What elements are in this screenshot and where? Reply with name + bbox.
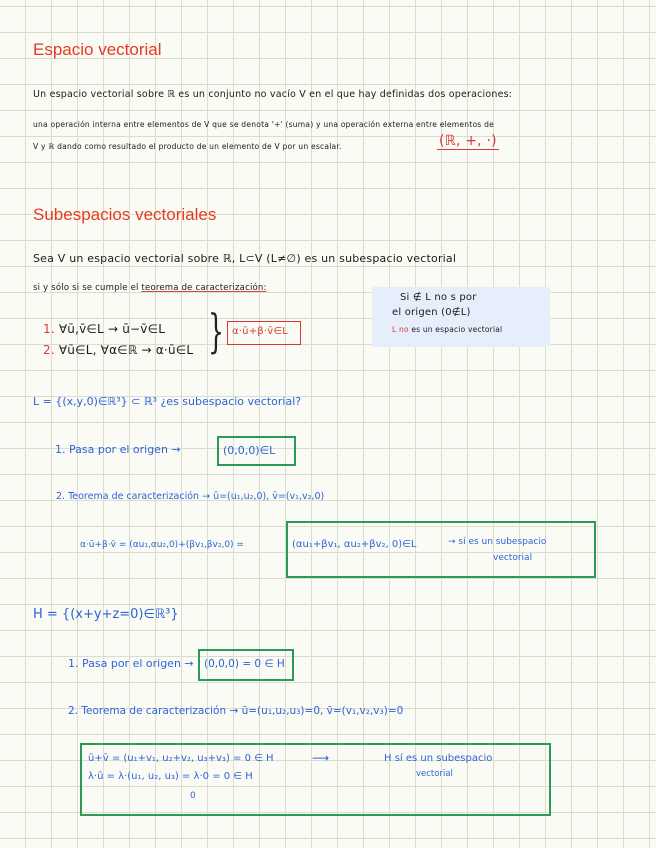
H-conclusion-arrow: ⟶ (312, 751, 330, 765)
H-conclusion-b: vectorial (416, 769, 453, 779)
L-step-2: 2. Teorema de caracterización → ū=(u₁,u₂,0), v̄=(v₁,v₂,0) (56, 491, 325, 502)
cond2-text: ∀ū∈L, ∀α∈ℝ → α·ū∈L (58, 343, 194, 357)
cond2-number: 2. (43, 343, 55, 357)
definition-line-2: una operación interna entre elementos de V que se denota '+' (suma) y una operación externa entre elementos de (33, 120, 494, 129)
H-calc-2: λ·ū = λ·(u₁, u₂, u₃) = λ·0 = 0 ∈ H (88, 771, 253, 782)
vector-space-triple: (ℝ, +, ·) (439, 133, 497, 149)
subspace-intro-line-b (33, 283, 267, 293)
L-definition: L = {(x,y,0)∈ℝ³} ⊂ ℝ³ ¿es subespacio vectorial? (33, 395, 302, 408)
section-title-espacio-vectorial: Espacio vectorial (33, 40, 162, 59)
H-calc-1: ū+v̄ = (u₁+v₁, u₂+v₂, u₃+v₃) = 0 ∈ H (88, 753, 274, 764)
H-step-1: 1. Pasa por el origen → (68, 657, 194, 670)
H-step-2: 2. Teorema de caracterización → ū=(u₁,u₂,u₃)=0, v̄=(v₁,v₂,v₃)=0 (68, 705, 404, 717)
H-result-box (80, 743, 551, 816)
L-conclusion-a: → sí es un subespacio (448, 537, 547, 547)
H-calc-2-mark: 0 (190, 791, 196, 801)
note-line-3 (392, 325, 502, 334)
L-result-box-text: (αu₁+βv₁, αu₂+βv₂, 0)∈L (292, 539, 417, 550)
note-line-3-red: L no (392, 325, 409, 334)
intro-b-text: si y sólo si se cumple el (33, 283, 139, 293)
note-line-1: Si ∉ L no s por (400, 292, 477, 303)
cond1-text: ∀ū,v̄∈L → ū−v̄∈L (58, 322, 166, 336)
L-result-box (286, 521, 596, 578)
H-definition: H = {(x+y+z=0)∈ℝ³} (33, 607, 179, 622)
section-title-subespacios: Subespacios vectoriales (33, 205, 217, 224)
L-step-1: 1. Pasa por el origen → (55, 443, 181, 456)
L-step1-box (217, 436, 296, 466)
definition-line-3: V y ℝ dando como resultado el producto de un elemento de V por un escalar. (33, 142, 342, 151)
definition-line-1: Un espacio vectorial sobre ℝ es un conjunto no vacío V en el que hay definidas dos operaciones: (33, 89, 513, 100)
condition-1 (43, 322, 165, 336)
L-step1-box-text: (0,0,0)∈L (223, 444, 276, 457)
L-calc: α·ū+β·v̄ = (αu₁,αu₂,0)+(βv₁,βv₂,0) = (80, 540, 244, 550)
H-step1-box (198, 649, 294, 681)
condition-2 (43, 343, 193, 357)
condition-brace: } (208, 304, 225, 358)
L-conclusion-b: vectorial (493, 553, 533, 563)
note-box (372, 287, 550, 347)
H-step1-box-text: (0,0,0) = 0 ∈ H (204, 658, 285, 670)
combined-condition-text: α·ū+β·v̄∈L (232, 326, 289, 337)
subspace-intro-line-a: Sea V un espacio vectorial sobre ℝ, L⊂V (L≠∅) es un subespacio vectorial (33, 252, 457, 265)
H-conclusion-a: H sí es un subespacio (384, 753, 493, 764)
intro-link-teorema: teorema de caracterización: (141, 283, 267, 293)
note-line-3-text: es un espacio vectorial (411, 325, 503, 334)
note-line-2: el origen (0∉L) (392, 307, 471, 318)
combined-condition-box (227, 321, 301, 345)
cond1-number: 1. (43, 322, 55, 336)
